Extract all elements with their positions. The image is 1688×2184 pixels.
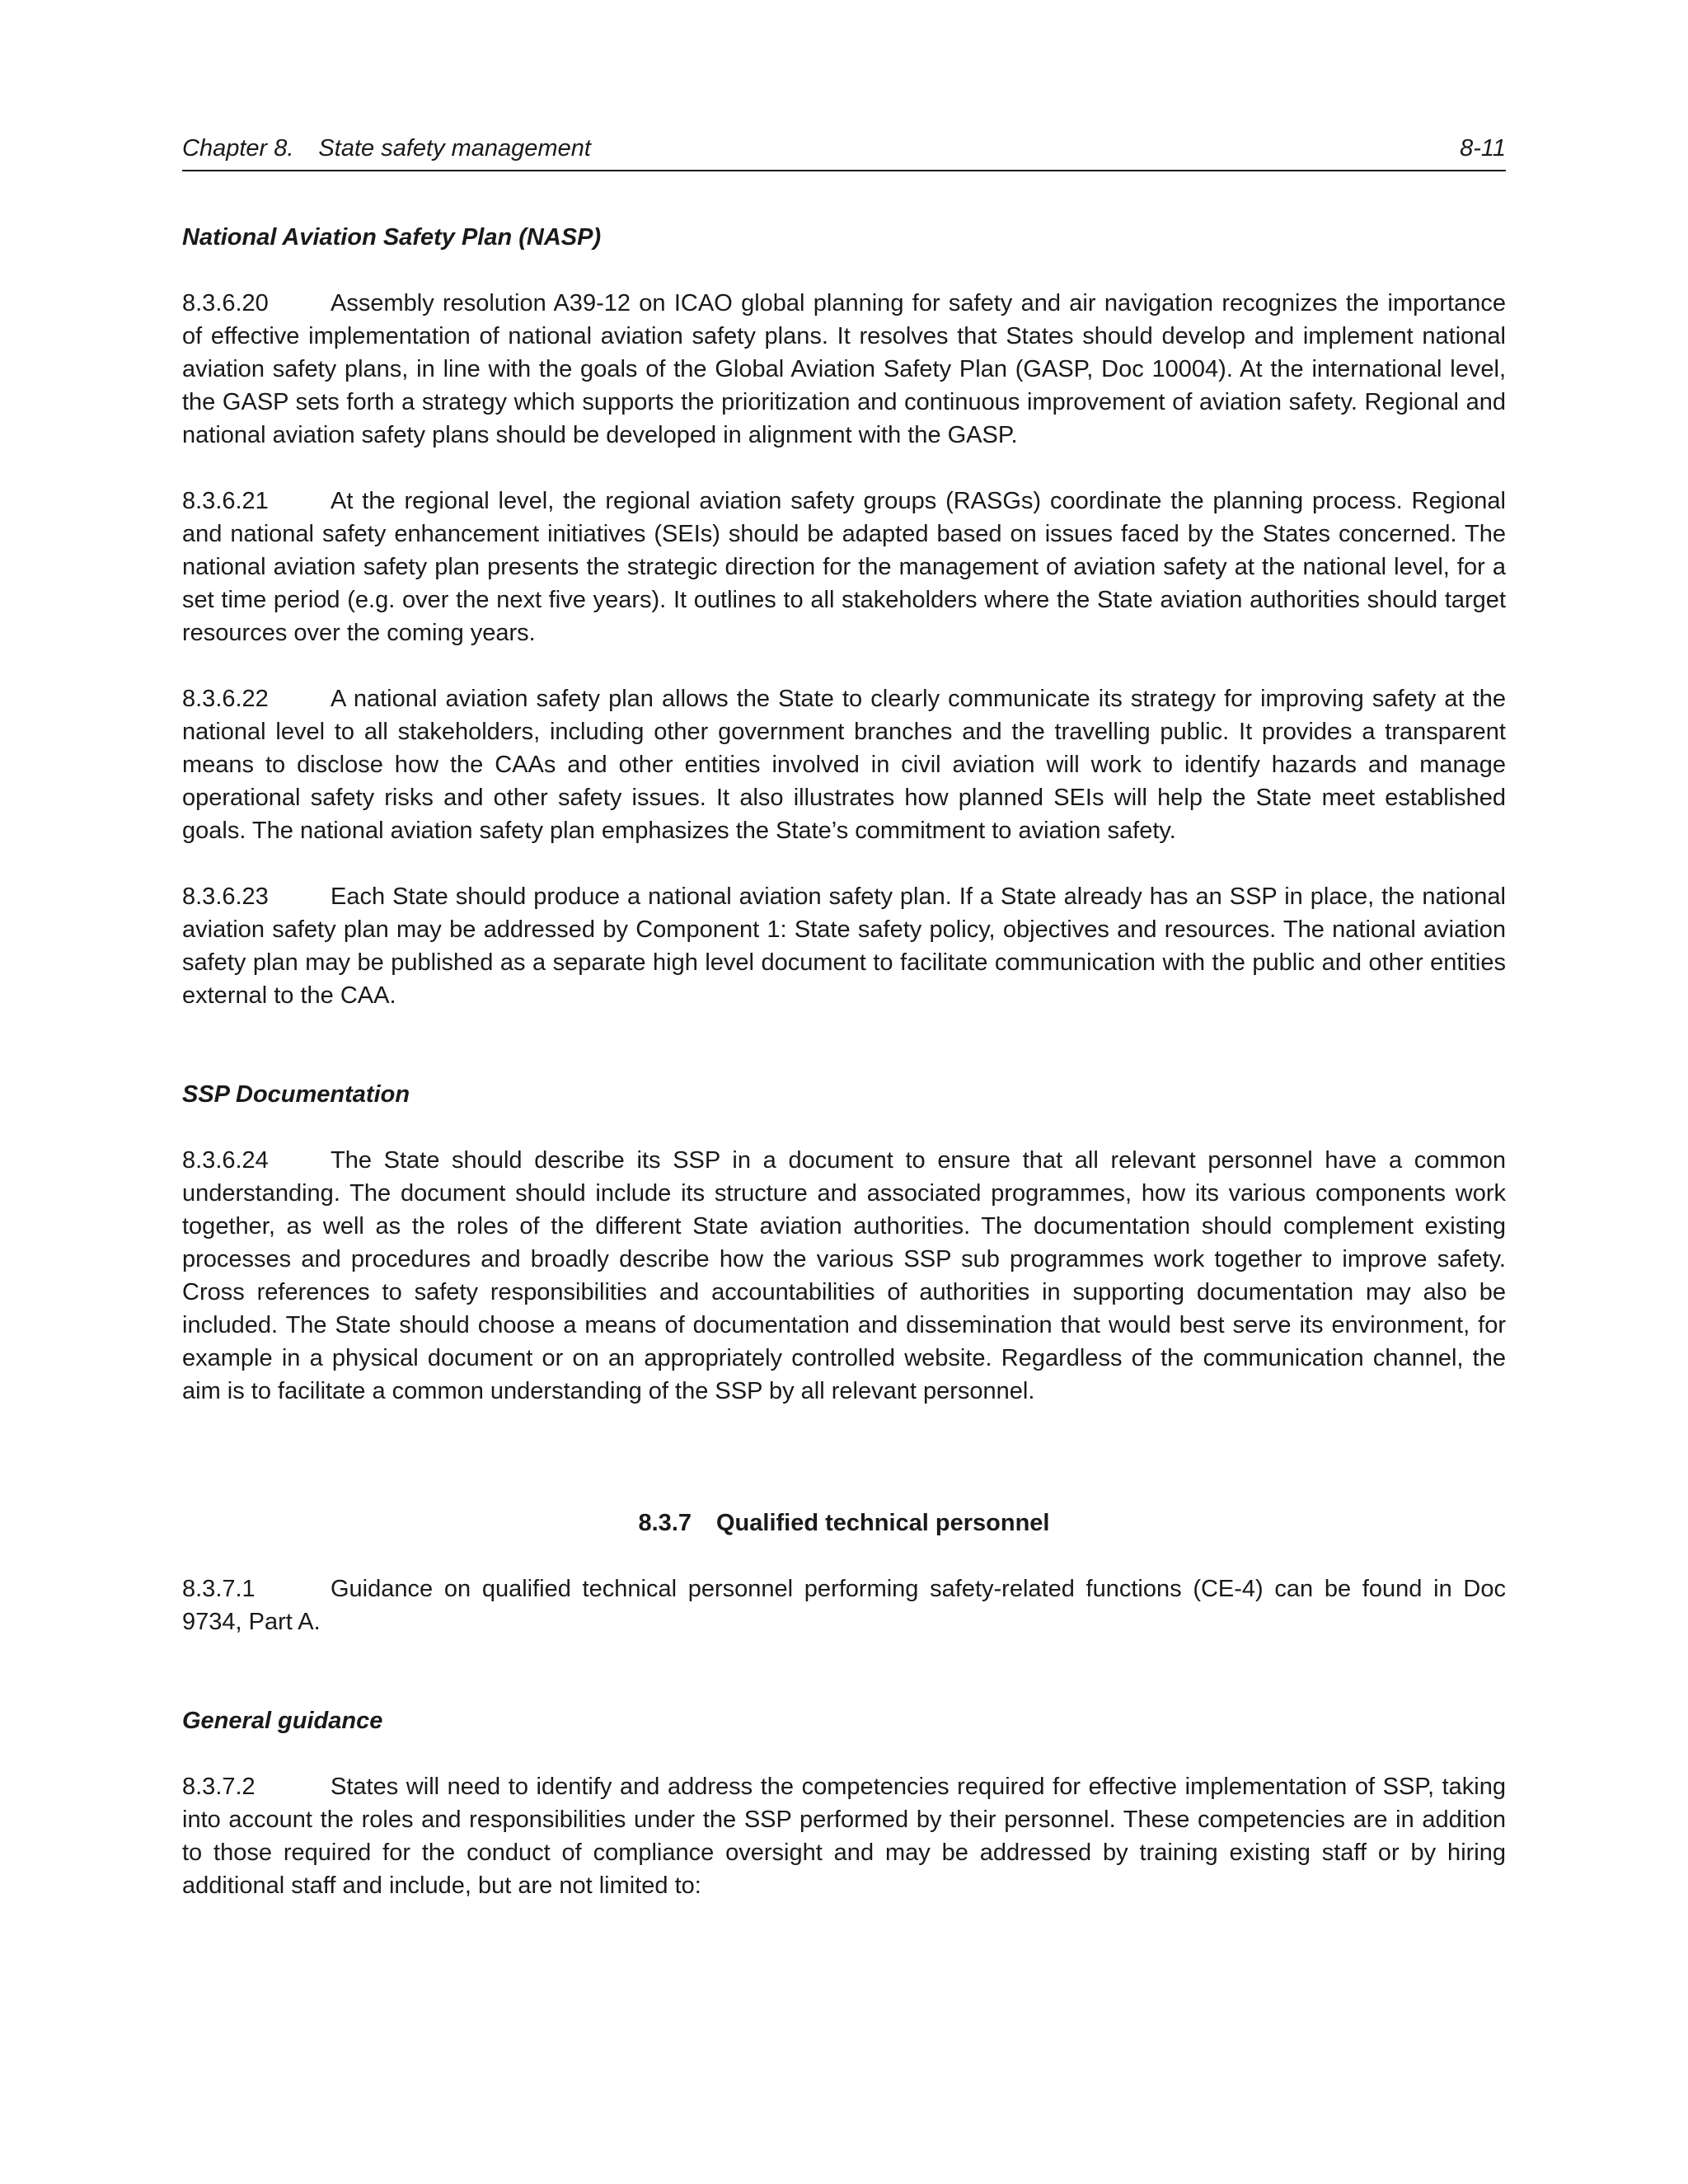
paragraph-8-3-6-20 [182,287,1506,452]
chapter-label: Chapter 8. [182,135,294,162]
paragraph-8-3-7-1 [182,1572,1506,1638]
page-number: 8-11 [1460,135,1506,162]
paragraph-text: At the regional level, the regional aviation safety groups (RASGs) coordinate the planning process. Regional and national safety enhancement initiatives (SEIs) should be adapted based on issues faced by the States concerned. The national aviation safety plan presents the strategic direction for the management of aviation safety at the national level, for a set time period (e.g. over the next five years). It outlines to all stakeholders where the State aviation authorities should target resources over the coming years. [182,488,1506,646]
paragraph-8-3-6-23 [182,880,1506,1012]
section-heading-general-guidance: General guidance [182,1708,383,1734]
paragraph-8-3-7-2 [182,1770,1506,1902]
chapter-name: State safety management [318,135,591,162]
paragraph-text: The State should describe its SSP in a document to ensure that all relevant personnel have a common understanding. The document should include its structure and associated programmes, how its various components work together, as well as the roles of the different State aviation authorities. The documentation should complement existing processes and procedures and broadly describe how the various SSP sub programmes work together to improve safety. Cross references to safety responsibilities and accountabilities of authorities in supporting documentation may also be included. The State should choose a means of documentation and dissemination that would best serve its environment, for example in a physical document or on an appropriately controlled website. Regardless of the communication channel, the aim is to facilitate a common understanding of the SSP by all relevant personnel. [182,1147,1506,1404]
paragraph-text: Each State should produce a national aviation safety plan. If a State already has an SSP in place, the national aviation safety plan may be addressed by Component 1: State safety policy, objectives and resources. The national aviation safety plan may be published as a separate high level document to facilitate communication with the public and other entities external to the CAA. [182,883,1506,1009]
paragraph-number: 8.3.6.21 [182,488,269,514]
paragraph-number: 8.3.6.20 [182,290,269,316]
paragraph-text: States will need to identify and address the competencies required for effective implementation of SSP, taking into account the roles and responsibilities under the SSP performed by their personnel. These competencies are in addition to those required for the conduct of compliance oversight and may be addressed by training existing staff or by hiring additional staff and include, but are not limited to: [182,1774,1506,1899]
section-title: Qualified technical personnel [716,1510,1050,1536]
paragraph-number: 8.3.6.24 [182,1147,269,1174]
chapter-title [182,132,591,165]
section-heading-nasp: National Aviation Safety Plan (NASP) [182,224,602,251]
paragraph-text: Assembly resolution A39-12 on ICAO global planning for safety and air navigation recognizes the importance of effective implementation of national aviation safety plans. It resolves that States should develop and implement national aviation safety plans, in line with the goals of the Global Aviation Safety Plan (GASP, Doc 10004). At the international level, the GASP sets forth a strategy which supports the prioritization and continuous improvement of aviation safety. Regional and national aviation safety plans should be developed in alignment with the GASP. [182,290,1506,448]
paragraph-text: A national aviation safety plan allows the State to clearly communicate its strategy for improving safety at the national level to all stakeholders, including other government branches and the travelling public. It provides a transparent means to disclose how the CAAs and other entities involved in civil aviation will work to identify hazards and manage operational safety risks and other safety issues. It also illustrates how planned SEIs will help the State meet established goals. The national aviation safety plan emphasizes the State’s commitment to aviation safety. [182,686,1506,844]
section-number: 8.3.7 [638,1510,692,1536]
paragraph-text: Guidance on qualified technical personnel performing safety-related functions (CE-4) can be found in Doc 9734, Part A. [182,1576,1506,1635]
paragraph-8-3-6-24 [182,1144,1506,1408]
running-header [182,132,1506,171]
paragraph-8-3-6-21 [182,485,1506,649]
section-heading-qualified-personnel [182,1507,1506,1540]
paragraph-number: 8.3.7.2 [182,1774,256,1800]
paragraph-number: 8.3.6.22 [182,686,269,712]
paragraph-8-3-6-22 [182,682,1506,847]
paragraph-number: 8.3.7.1 [182,1576,256,1602]
section-heading-ssp-documentation: SSP Documentation [182,1081,410,1108]
document-page [182,132,1506,1902]
paragraph-number: 8.3.6.23 [182,883,269,910]
